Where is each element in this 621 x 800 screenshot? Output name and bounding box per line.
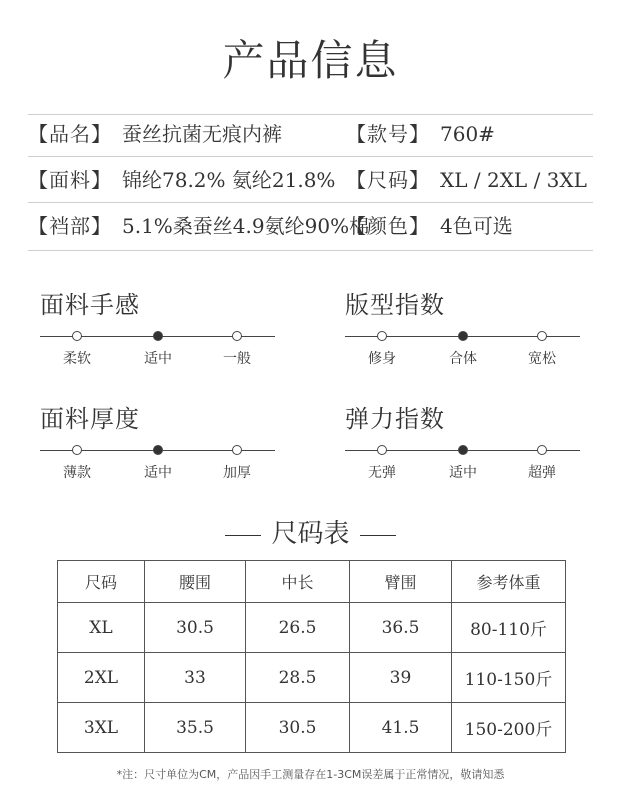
info-label: 【品名】 bbox=[28, 122, 112, 146]
table-cell: 39 bbox=[350, 653, 452, 703]
info-row bbox=[28, 206, 593, 246]
scale-dot bbox=[377, 445, 387, 455]
dash-decoration bbox=[225, 535, 261, 536]
info-value: 760# bbox=[440, 122, 495, 146]
scale-option-label: 一般 bbox=[223, 351, 251, 367]
table-row bbox=[58, 653, 566, 703]
dash-decoration bbox=[360, 535, 396, 536]
scale-title: 弹力指数 bbox=[345, 405, 445, 433]
table-header: 尺码 bbox=[58, 561, 145, 603]
scale-option-label: 适中 bbox=[144, 351, 172, 367]
size-chart-heading bbox=[0, 513, 621, 550]
scale-title: 版型指数 bbox=[345, 291, 445, 319]
table-cell: 150-200斤 bbox=[452, 703, 566, 753]
table-row bbox=[58, 603, 566, 653]
table-cell: 30.5 bbox=[145, 603, 246, 653]
scale-option-label: 薄款 bbox=[63, 465, 91, 481]
table-cell: 110-150斤 bbox=[452, 653, 566, 703]
scale-option-label: 超弹 bbox=[528, 465, 556, 481]
scale-option-label: 宽松 bbox=[528, 351, 556, 367]
info-value: 蚕丝抗菌无痕内裤 bbox=[122, 122, 282, 146]
scale-dot bbox=[72, 331, 82, 341]
divider bbox=[28, 250, 593, 251]
scale-dot bbox=[232, 445, 242, 455]
table-row bbox=[58, 703, 566, 753]
info-value: 5.1%桑蚕丝4.9氨纶90%棉 bbox=[122, 214, 370, 238]
table-cell: 41.5 bbox=[350, 703, 452, 753]
table-header: 臂围 bbox=[350, 561, 452, 603]
size-table bbox=[57, 560, 566, 753]
info-label: 【面料】 bbox=[28, 168, 112, 192]
info-value: 4色可选 bbox=[440, 214, 513, 238]
table-header-row bbox=[58, 561, 566, 603]
info-row bbox=[28, 114, 593, 154]
table-header: 参考体重 bbox=[452, 561, 566, 603]
table-cell: 3XL bbox=[58, 703, 145, 753]
table-cell: 80-110斤 bbox=[452, 603, 566, 653]
info-label: 【颜色】 bbox=[346, 214, 430, 238]
scale-option-label: 适中 bbox=[449, 465, 477, 481]
info-row bbox=[28, 160, 593, 200]
scale-fabric-thickness bbox=[40, 399, 275, 489]
info-label: 【款号】 bbox=[346, 122, 430, 146]
info-value: XL / 2XL / 3XL bbox=[440, 168, 587, 192]
size-chart-title: 尺码表 bbox=[271, 519, 350, 549]
page-title: 产品信息 bbox=[222, 36, 399, 85]
scale-dot bbox=[232, 331, 242, 341]
divider bbox=[28, 202, 593, 203]
scale-elasticity-index bbox=[345, 399, 580, 489]
table-cell: 30.5 bbox=[246, 703, 350, 753]
table-header: 中长 bbox=[246, 561, 350, 603]
scale-option-label: 修身 bbox=[368, 351, 396, 367]
scale-option-label: 适中 bbox=[144, 465, 172, 481]
scale-dot-selected bbox=[153, 331, 163, 341]
footnote: *注：尺寸单位为CM，产品因手工测量存在1-3CM误差属于正常情况，敬请知悉 bbox=[116, 768, 505, 781]
table-header: 腰围 bbox=[145, 561, 246, 603]
scale-dot bbox=[72, 445, 82, 455]
scale-title: 面料厚度 bbox=[40, 405, 140, 433]
scale-option-label: 柔软 bbox=[63, 351, 91, 367]
table-cell: 33 bbox=[145, 653, 246, 703]
scale-dot-selected bbox=[458, 445, 468, 455]
scale-title: 面料手感 bbox=[40, 291, 140, 319]
scale-dot bbox=[377, 331, 387, 341]
scale-fit-index bbox=[345, 285, 580, 375]
scale-dot bbox=[537, 445, 547, 455]
table-cell: 36.5 bbox=[350, 603, 452, 653]
info-label: 【尺码】 bbox=[346, 168, 430, 192]
scale-dot-selected bbox=[458, 331, 468, 341]
scale-fabric-feel bbox=[40, 285, 275, 375]
info-label: 【裆部】 bbox=[28, 214, 112, 238]
table-cell: XL bbox=[58, 603, 145, 653]
scale-option-label: 合体 bbox=[449, 351, 477, 367]
scale-dot bbox=[537, 331, 547, 341]
table-cell: 28.5 bbox=[246, 653, 350, 703]
table-cell: 35.5 bbox=[145, 703, 246, 753]
info-value: 锦纶78.2% 氨纶21.8% bbox=[122, 168, 336, 192]
divider bbox=[28, 156, 593, 157]
table-cell: 2XL bbox=[58, 653, 145, 703]
table-cell: 26.5 bbox=[246, 603, 350, 653]
scale-option-label: 加厚 bbox=[223, 465, 251, 481]
scale-option-label: 无弹 bbox=[368, 465, 396, 481]
scale-dot-selected bbox=[153, 445, 163, 455]
